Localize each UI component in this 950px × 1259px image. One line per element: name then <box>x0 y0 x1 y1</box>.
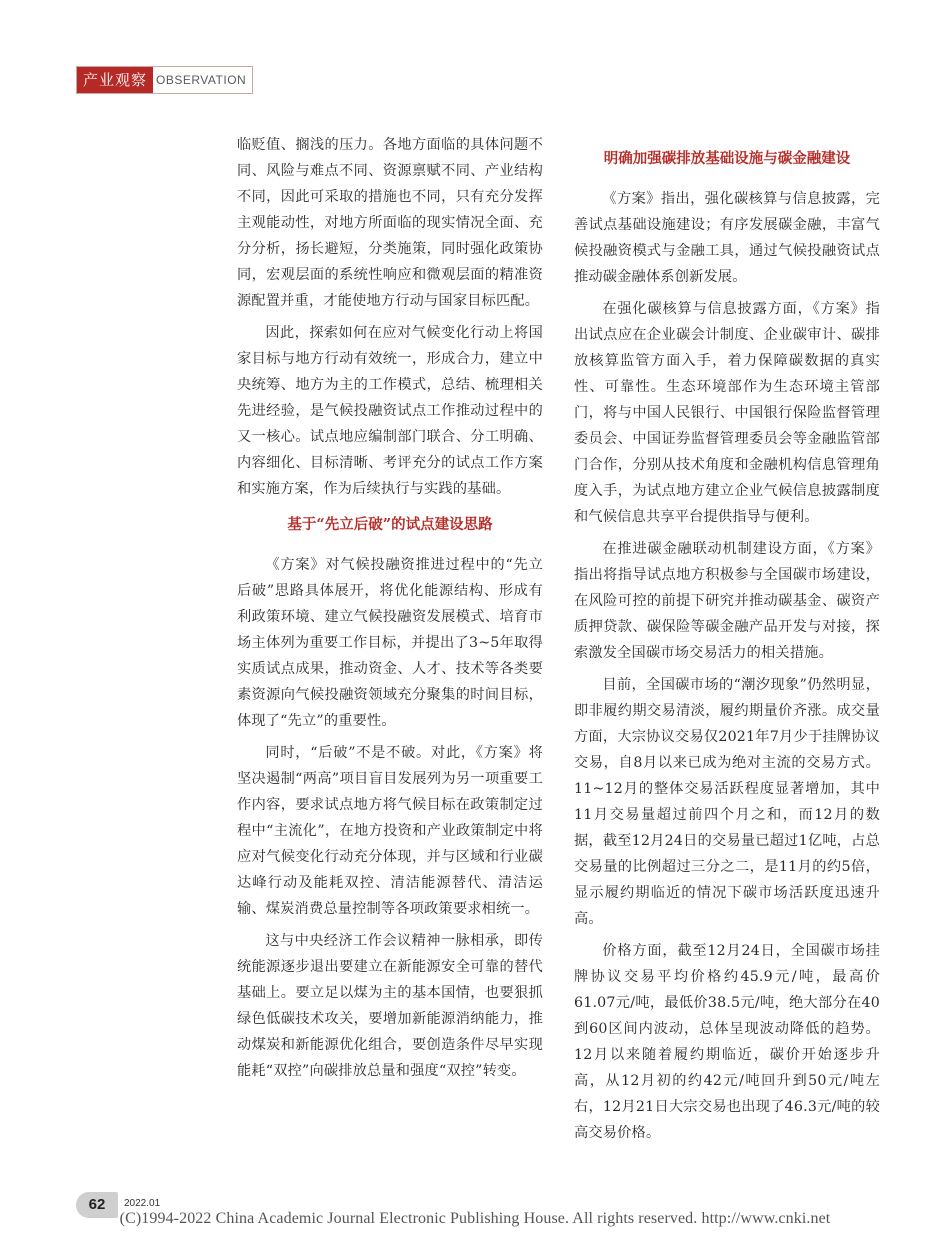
left-paragraph-2: 因此，探索如何在应对气候变化行动上将国家目标与地方行动有效统一，形成合力，建立中央统筹、地方为主的工作模式，总结、梳理相关先进经验，是气候投融资试点工作推动过程中的又一核心。试点地应编制部门联合、分工明确、内容细化、目标清晰、考评充分的试点工作方案和实施方案，作为后续执行与实践的基础。 <box>237 325 543 497</box>
section-title-cn: 产业观察 <box>77 67 153 93</box>
issue-date: 2022.01 <box>124 1198 161 1209</box>
section-header-tag <box>76 66 253 94</box>
left-paragraph-5: 这与中央经济工作会议精神一脉相承，即传统能源逐步退出要建立在新能源安全可靠的替代基础上。要立足以煤为主的基本国情，也要狠抓绿色低碳技术攻关，要增加新能源消纳能力，推动煤炭和新能源优化组合，要创造条件尽早实现能耗“双控”向碳排放总量和强度“双控”转变。 <box>237 933 543 1079</box>
left-paragraph-4: 同时，“后破”不是不破。对此，《方案》将坚决遏制“两高”项目盲目发展列为另一项重要工作内容，要求试点地方将气候目标在政策制定过程中“主流化”，在地方投资和产业政策制定中将应对气候变化行动充分体现，并与区域和行业碳达峰行动及能耗双控、清洁能源替代、清洁运输、煤炭消费总量控制等各项政策要求相统一。 <box>237 745 543 917</box>
left-section-heading: 基于“先立后破”的试点建设思路 <box>287 516 493 533</box>
section-title-en: OBSERVATION <box>156 73 247 87</box>
copyright-line: (C)1994-2022 China Academic Journal Electronic Publishing House. All rights reserved. http://www.cnki.net <box>119 1210 831 1227</box>
right-paragraph-2: 在强化碳核算与信息披露方面，《方案》指出试点应在企业碳会计制度、企业碳审计、碳排放核算监管方面入手，着力保障碳数据的真实性、可靠性。生态环境部作为生态环境主管部门，将与中国人民银行、中国银行保险监督管理委员会、中国证券监督管理委员会等金融监管部门合作，分别从技术角度和金融机构信息管理角度入手，为试点地方建立企业气候信息披露制度和气候信息共享平台提供指导与便利。 <box>574 301 880 525</box>
left-paragraph-3: 《方案》对气候投融资推进过程中的“先立后破”思路具体展开，将优化能源结构、形成有利政策环境、建立气候投融资发展模式、培育市场主体列为重要工作目标，并提出了3~5年取得实质试点成果，推动资金、人才、技术等各类要素资源向气候投融资领域充分聚集的时间目标，体现了“先立”的重要性。 <box>237 557 543 729</box>
right-paragraph-4: 目前，全国碳市场的“潮汐现象”仍然明显，即非履约期交易清淡，履约期量价齐涨。成交量方面，大宗协议交易仅2021年7月少于挂牌协议交易，自8月以来已成为绝对主流的交易方式。11~12月的整体交易活跃程度显著增加，其中11月交易量超过前四个月之和，而12月的数据，截至12月24日的交易量已超过1亿吨，占总交易量的比例超过三分之二，是11月的约5倍，显示履约期临近的情况下碳市场活跃度迅速升高。 <box>574 677 880 927</box>
left-column <box>237 132 543 1090</box>
page-number: 62 <box>76 1192 118 1218</box>
right-paragraph-5: 价格方面，截至12月24日，全国碳市场挂牌协议交易平均价格约45.9元/吨，最高价61.07元/吨，最低价38.5元/吨，绝大部分在40到60区间内波动，总体呈现波动降低的趋势。12月以来随着履约期临近，碳价开始逐步升高，从12月初的约42元/吨回升到50元/吨左右，12月21日大宗交易也出现了46.3元/吨的较高交易价格。 <box>574 943 880 1141</box>
right-paragraph-3: 在推进碳金融联动机制建设方面，《方案》指出将指导试点地方积极参与全国碳市场建设，在风险可控的前提下研究并推动碳基金、碳资产质押贷款、碳保险等碳金融产品开发与对接，探索激发全国碳市场交易活力的相关措施。 <box>574 541 880 661</box>
left-paragraph-1: 临贬值、搁浅的压力。各地方面临的具体问题不同、风险与难点不同、资源禀赋不同、产业结构不同，因此可采取的措施也不同，只有充分发挥主观能动性，对地方所面临的现实情况全面、充分分析，扬长避短，分类施策，同时强化政策协同，宏观层面的系统性响应和微观层面的精准资源配置并重，才能使地方行动与国家目标匹配。 <box>237 137 543 309</box>
right-section-heading: 明确加强碳排放基础设施与碳金融建设 <box>603 150 851 167</box>
right-column <box>574 132 880 1152</box>
right-paragraph-1: 《方案》指出，强化碳核算与信息披露，完善试点基础设施建设；有序发展碳金融，丰富气候投融资模式与金融工具，通过气候投融资试点推动碳金融体系创新发展。 <box>574 191 880 285</box>
